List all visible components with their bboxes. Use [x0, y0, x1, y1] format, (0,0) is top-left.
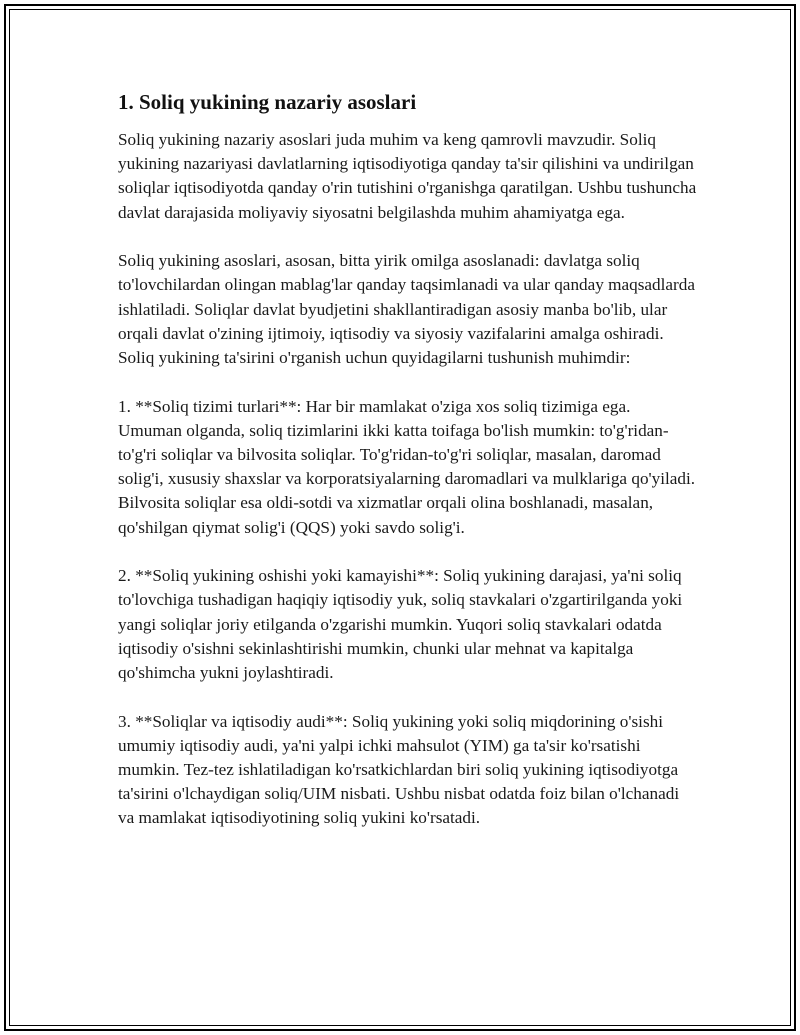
section-heading: 1. Soliq yukining nazariy asoslari — [118, 90, 417, 114]
paragraph-item-1: 1. **Soliq tizimi turlari**: Har bir mamlakat o'ziga xos soliq tizimiga ega. Umuman olganda, soliq tizimlarini ikki katta toifaga bo'lish mumkin: to'g'ridan-to'g'ri soliqlar va bilvosita soliqlar. To'g'ridan-to'g'ri soliqlar, masalan, daromad solig'i, xususiy shaxslar va korporatsiyalarning daromadlari va mulklariga qo'yiladi. Bilvosita soliqlar esa oldi-sotdi va xizmatlar orqali olina boshlanadi, masalan, qo'shilgan qiymat solig'i (QQS) yoki savdo solig'i. — [118, 396, 696, 537]
paragraph-foundations: Soliq yukining asoslari, asosan, bitta yirik omilga asoslanadi: davlatga soliq to'lovchilardan olingan mablag'lar qanday taqsimlanadi va ular qanday maqsadlarda ishlatiladi. Soliqlar davlat byudjetini shakllantiradigan asosiy manba bo'lib, ular orqali davlat o'zining ijtimoiy, iqtisodiy va siyosiy vazifalarini amalga oshiradi. Soliq yukining ta'sirini o'rganish uchun quyidagilarni tushunish muhimdir: — [118, 251, 695, 368]
paragraph-item-3: 3. **Soliqlar va iqtisodiy audi**: Soliq yukining yoki soliq miqdorining o'sishi umumiy iqtisodiy audi, ya'ni yalpi ichki mahsulot (YIM) ga ta'sir ko'rsatishi mumkin. Tez-tez ishlatiladigan ko'rsatkichlardan biri soliq yukining iqtisodiyotga ta'sirini o'lchaydigan soliq/UIM nisbati. Ushbu nisbat odatda foiz bilan o'lchanadi va mamlakat iqtisodiyotining soliq yukini ko'rsatadi. — [118, 711, 680, 828]
document-body — [118, 88, 698, 855]
paragraph-intro: Soliq yukining nazariy asoslari juda muhim va keng qamrovli mavzudir. Soliq yukining nazariyasi davlatlarning iqtisodiyotiga qanday ta'sir qilishini va undirilgan soliqlar iqtisodiyotda qanday o'rin tutishini o'rganishga qaratilgan. Ushbu tushuncha davlat darajasida moliyaviy siyosatni belgilashda muhim ahamiyatga ega. — [118, 130, 697, 222]
paragraph-item-2: 2. **Soliq yukining oshishi yoki kamayishi**: Soliq yukining darajasi, ya'ni soliq to'lovchiga tushadigan haqiqiy iqtisodiy yuk, soliq stavkalari o'zgartirilganda yoki yangi soliqlar joriy etilganda o'zgarishi mumkin. Yuqori soliq stavkalari odatda iqtisodiy o'sishni sekinlashtirishi mumkin, chunki ular mehnat va kapitalga qo'shimcha yukni joylashtiradi. — [118, 566, 683, 683]
